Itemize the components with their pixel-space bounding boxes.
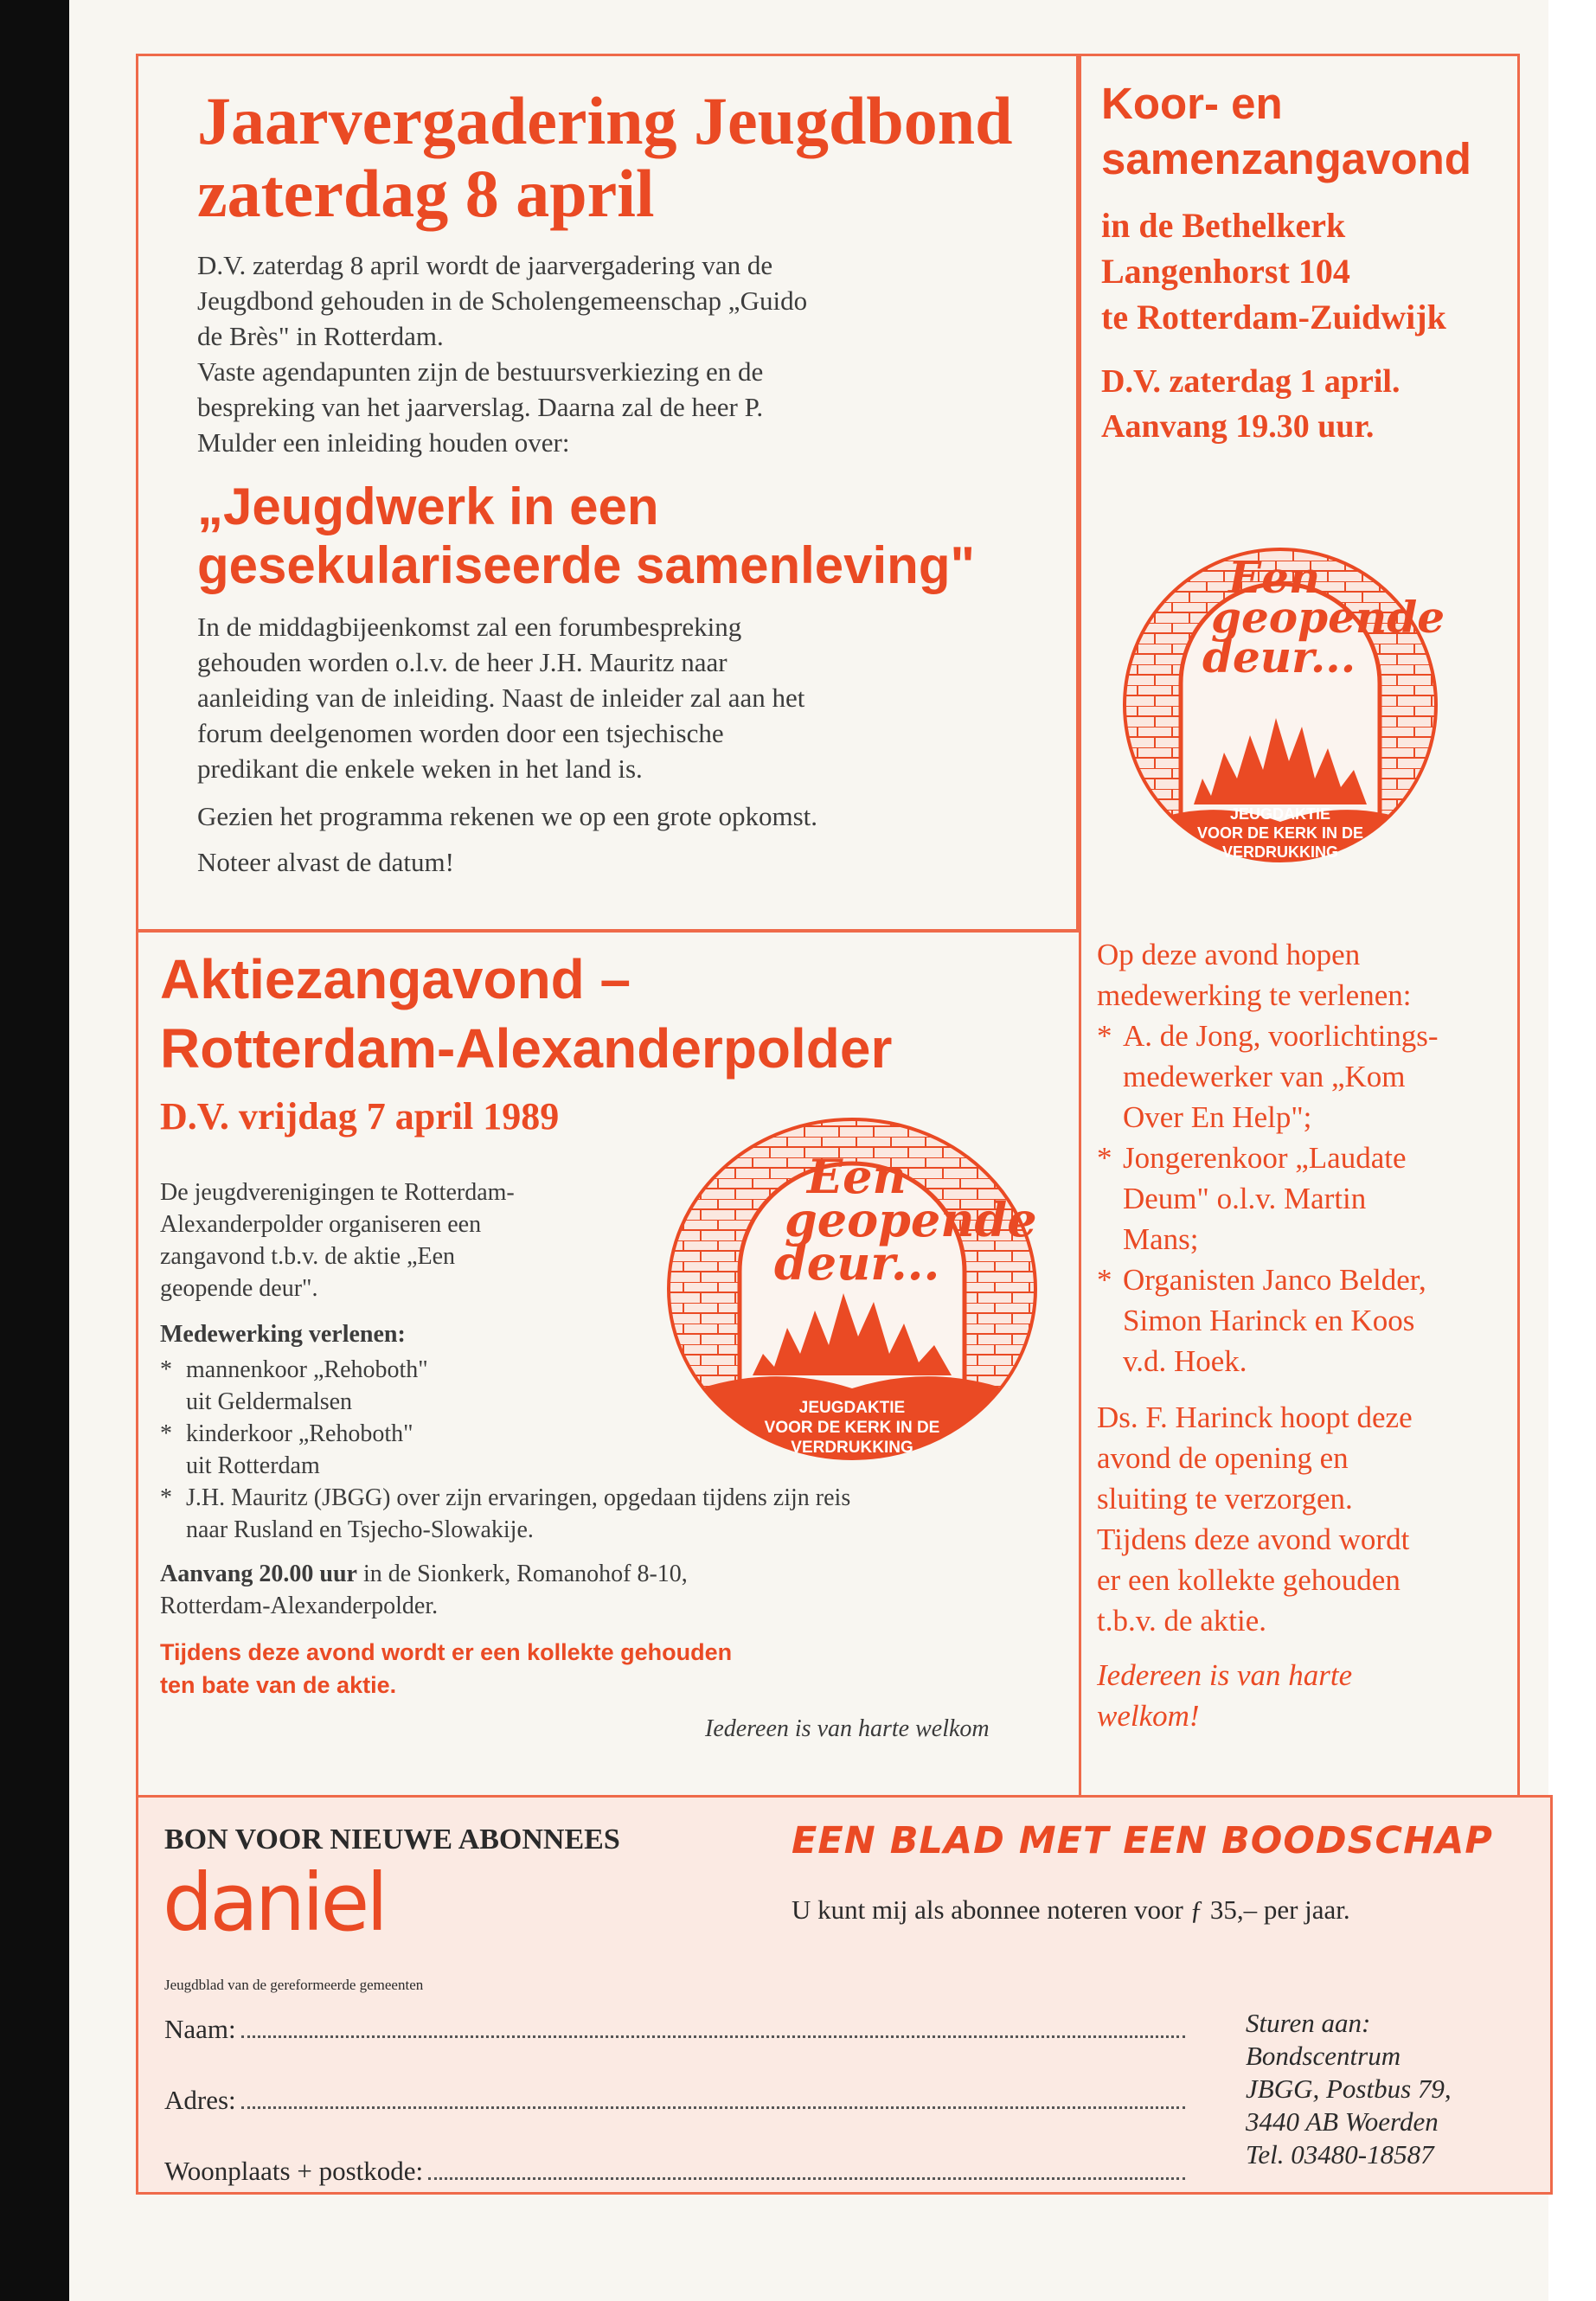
text-line: Over En Help"; — [1123, 1100, 1312, 1134]
text-line: Op deze avond hopen — [1097, 938, 1361, 971]
jaarvergadering-section — [197, 85, 1071, 880]
text-line: forum deelgenomen worden door een tsjechische — [197, 718, 724, 749]
text-line: v.d. Hoek. — [1123, 1344, 1247, 1378]
text-line: Bondscentrum — [1246, 2041, 1401, 2071]
daniel-logo-text: daniel — [163, 1856, 385, 1949]
koor-location — [1101, 202, 1516, 340]
text-line — [160, 1558, 1051, 1590]
text-line: De jeugdverenigingen te Rotterdam- — [160, 1179, 515, 1206]
logo-caption-line: JEUGDAKTIE — [798, 1399, 906, 1417]
text-line: medewerker van „Kom — [1123, 1060, 1406, 1093]
aktie-date: D.V. vrijdag 7 april 1989 — [160, 1095, 560, 1138]
text-line: Tijdens deze avond wordt — [1097, 1522, 1410, 1556]
text-line: avond de opening en — [1097, 1441, 1349, 1475]
jaarvergadering-para4: Noteer alvast de datum! — [197, 847, 454, 878]
text-line: naar Rusland en Tsjecho-Slowakije. — [186, 1516, 534, 1543]
text-line: medewerking te verlenen: — [1097, 978, 1412, 1012]
text-line: er een kollekte gehouden — [1097, 1563, 1401, 1597]
text-line: Sturen aan: — [1246, 2008, 1371, 2038]
bon-price-text: U kunt mij als abonnee noteren voor ƒ 35,– per jaar. — [792, 1894, 1350, 1925]
text-line: Simon Harinck en Koos — [1123, 1304, 1415, 1337]
text-line: 3440 AB Woerden — [1246, 2106, 1439, 2137]
text-line: D.V. zaterdag 8 april wordt de jaarvergadering van de — [197, 250, 773, 281]
koor-details — [1097, 934, 1512, 1736]
title-line: „Jeugdwerk in een — [197, 478, 659, 536]
logo-caption-line: JEUGDAKTIE — [1229, 805, 1330, 823]
naam-label: Naam: — [164, 2014, 236, 2044]
text-line: welkom! — [1097, 1699, 1200, 1733]
text-line: bespreking van het jaarverslag. Daarna zal de heer P. — [197, 392, 764, 423]
adres-label: Adres: — [164, 2085, 236, 2115]
adres-field[interactable] — [241, 2106, 1185, 2109]
text-line: Mans; — [1123, 1222, 1199, 1256]
logo-caption-line: VERDRUKKING — [791, 1439, 913, 1457]
logo-caption-line: VOOR DE KERK IN DE — [764, 1419, 940, 1437]
text-line: geopende deur". — [160, 1275, 318, 1302]
harinck-text — [1097, 1397, 1512, 1641]
logo-caption — [1146, 804, 1414, 862]
daniel-logo-subtitle: Jeugdblad van de gereformeerde gemeenten — [164, 1977, 424, 1993]
form-row-adres — [164, 2078, 1185, 2116]
jaarvergadering-para1 — [197, 247, 1071, 460]
text-line: sluiting te verzorgen. — [1097, 1482, 1353, 1516]
logo-caption-line: VERDRUKKING — [1221, 843, 1338, 861]
bon-slogan: EEN BLAD MET EEN BOODSCHAP — [792, 1819, 1493, 1862]
text-line: Vaste agendapunten zijn de bestuursverkiezing en de — [197, 356, 764, 388]
woonplaats-label: Woonplaats + postkode: — [164, 2156, 424, 2186]
text-line: Iedereen is van harte — [1097, 1658, 1353, 1692]
jaarvergadering-para2 — [197, 609, 1071, 786]
text-line: Alexanderpolder organiseren een — [160, 1211, 482, 1238]
title-line: Rotterdam-Alexanderpolder — [160, 1017, 893, 1080]
text-line: aanleiding van de inleiding. Naast de inleider zal aan het — [197, 683, 805, 714]
aktie-aanvang — [160, 1558, 1051, 1622]
text-line: In de middagbijeenkomst zal een forumbespreking — [197, 612, 742, 643]
logo-title-line: geopende — [1211, 592, 1445, 643]
list-item — [1097, 1259, 1512, 1381]
title-line: Aktiezangavond – — [160, 948, 631, 1010]
jaarvergadering-title — [197, 85, 1071, 230]
logo-caption — [701, 1398, 1003, 1458]
title-line: Jaarvergadering Jeugdbond — [197, 83, 1013, 158]
aanvang-location: in de Sionkerk, Romanohof 8-10, — [356, 1561, 688, 1587]
logo-title-line: geopende — [785, 1192, 1037, 1247]
woonplaats-field[interactable] — [428, 2177, 1185, 2180]
geopende-deur-logo — [1120, 519, 1445, 891]
text-line: * Jongerenkoor „Laudate — [1123, 1141, 1407, 1175]
medewerking-heading: Medewerking verlenen: — [160, 1321, 406, 1348]
aanvang-time: Aanvang 20.00 uur — [160, 1561, 357, 1587]
text-line: Tijdens deze avond wordt er een kollekte gehouden — [160, 1639, 733, 1665]
text-line: te Rotterdam-Zuidwijk — [1101, 298, 1446, 336]
text-line: * mannenkoor „Rehoboth" — [186, 1356, 428, 1383]
logo-title-line: Een — [1228, 552, 1321, 603]
daniel-logo — [163, 1856, 385, 1949]
koor-welcome — [1097, 1655, 1512, 1736]
text-line: Deum" o.l.v. Martin — [1123, 1182, 1367, 1215]
text-line: zangavond t.b.v. de aktie „Een — [160, 1243, 456, 1270]
text-line: * A. de Jong, voorlichtings- — [1123, 1019, 1439, 1053]
text-line: D.V. zaterdag 1 april. — [1101, 363, 1401, 400]
text-line: Tel. 03480-18587 — [1246, 2139, 1434, 2170]
text-line: gehouden worden o.l.v. de heer J.H. Mauritz naar — [197, 647, 727, 678]
logo-title-line: Een — [807, 1149, 907, 1204]
title-line: Koor- en — [1101, 79, 1283, 128]
text-line: in de Bethelkerk — [1101, 206, 1346, 245]
title-line: samenzangavond — [1101, 134, 1471, 183]
text-line: * Organisten Janco Belder, — [1123, 1263, 1426, 1297]
send-to-address — [1246, 2007, 1452, 2171]
text-line: Mulder een inleiding houden over: — [197, 427, 570, 458]
title-line: zaterdag 8 april — [197, 156, 655, 232]
logo-title — [774, 1149, 1037, 1291]
lecture-title — [197, 478, 1071, 595]
logo-caption-line: VOOR DE KERK IN DE — [1196, 824, 1364, 842]
form-row-woonplaats — [164, 2149, 1185, 2187]
aktie-welcome: Iedereen is van harte welkom — [705, 1715, 990, 1742]
text-line: de Brès" in Rotterdam. — [197, 321, 444, 352]
koor-header — [1101, 76, 1516, 449]
koor-participants — [1097, 1016, 1512, 1381]
text-line: predikant die enkele weken in het land is. — [197, 753, 643, 785]
text-line: Langenhorst 104 — [1101, 252, 1350, 291]
logo-title — [1202, 552, 1445, 683]
koor-title — [1101, 76, 1516, 187]
text-line: Aanvang 19.30 uur. — [1101, 408, 1375, 445]
text-line: Rotterdam-Alexanderpolder. — [160, 1593, 439, 1619]
jaarvergadering-para3: Gezien het programma rekenen we op een grote opkomst. — [197, 801, 818, 832]
logo-title-line: deur... — [774, 1235, 940, 1291]
aktie-header — [160, 945, 1077, 1142]
aktie-kollekte — [160, 1636, 1051, 1702]
text-line: t.b.v. de aktie. — [1097, 1604, 1267, 1638]
text-line: uit Rotterdam — [186, 1452, 320, 1479]
logo-title-line: deur... — [1202, 631, 1356, 683]
bon-heading: BON VOOR NIEUWE ABONNEES — [164, 1823, 620, 1856]
coupon-form — [164, 2007, 1185, 2187]
naam-field[interactable] — [241, 2035, 1185, 2038]
text-line: Ds. F. Harinck hoopt deze — [1097, 1400, 1413, 1434]
text-line: * kinderkoor „Rehoboth" — [186, 1420, 413, 1447]
list-item — [160, 1482, 1051, 1546]
text-line: JBGG, Postbus 79, — [1246, 2073, 1452, 2104]
scan-edge — [0, 0, 69, 2301]
text-line: uit Geldermalsen — [186, 1388, 353, 1415]
list-item — [1097, 1016, 1512, 1138]
form-row-naam — [164, 2007, 1185, 2045]
text-line: Jeugdbond gehouden in de Scholengemeenschap „Guido — [197, 285, 808, 317]
text-line: ten bate van de aktie. — [160, 1672, 397, 1698]
aktie-title — [160, 945, 1077, 1083]
geopende-deur-logo — [666, 1116, 1038, 1462]
list-item — [1097, 1138, 1512, 1259]
text-line: * J.H. Mauritz (JBGG) over zijn ervaringen, opgedaan tijdens zijn reis — [186, 1484, 851, 1511]
title-line: gesekulariseerde samenleving" — [197, 536, 975, 595]
koor-date — [1101, 359, 1516, 449]
